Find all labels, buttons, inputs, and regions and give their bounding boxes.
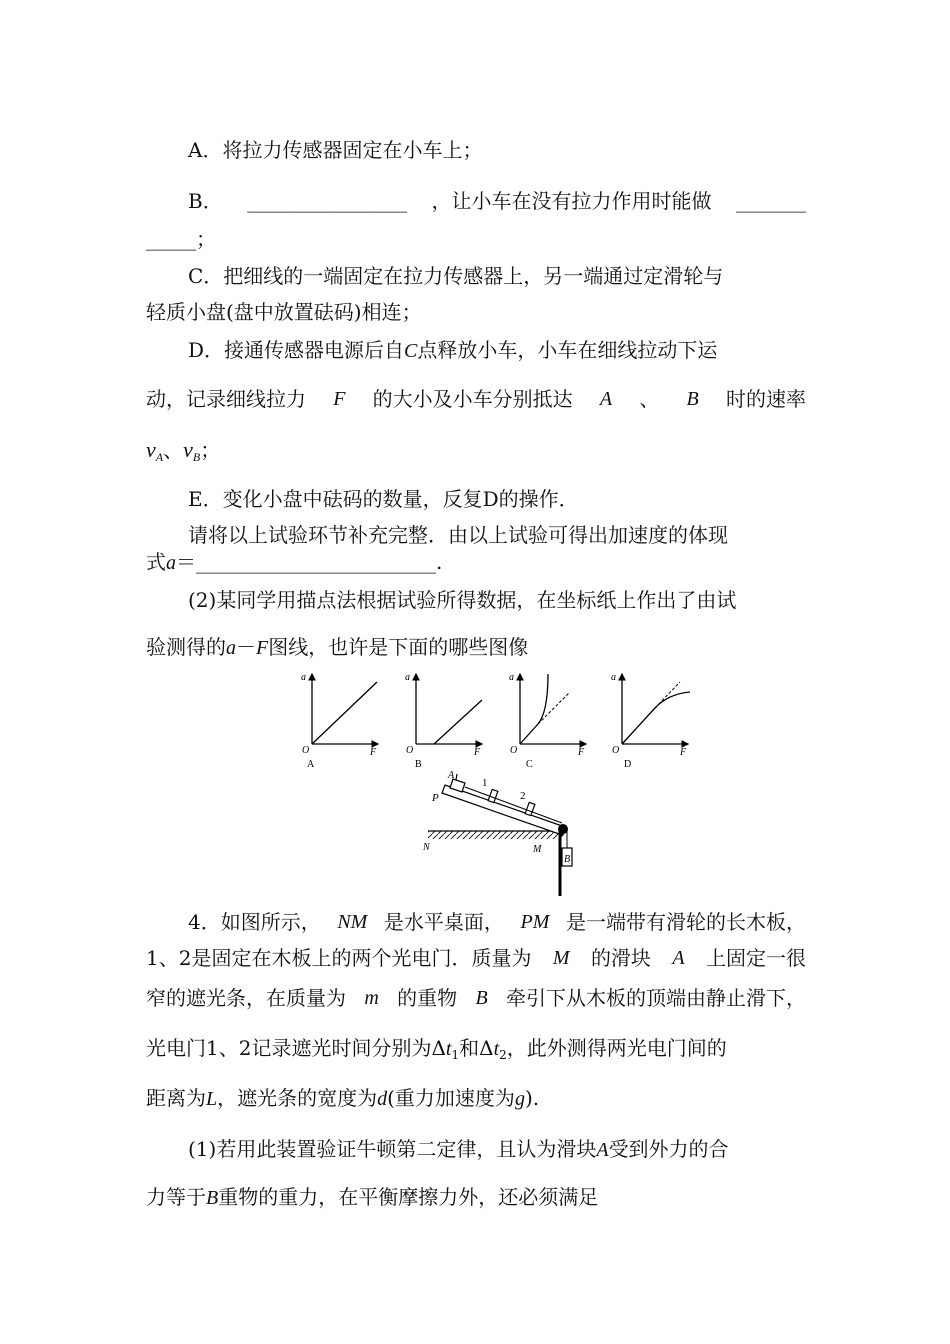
label-b: B bbox=[564, 854, 571, 865]
svg-text:F: F bbox=[578, 747, 585, 758]
label-gate-1: 1 bbox=[482, 777, 488, 789]
step-c-line2: 轻质小盘(盘中放置砝码)相连； bbox=[146, 300, 422, 324]
graph-b bbox=[405, 672, 482, 770]
blank-b2: _______ bbox=[735, 189, 806, 213]
p4-line1: 4．如图所示， NM 是水平桌面， PM 是一端带有滑轮的长木板， bbox=[188, 910, 806, 934]
graph-a-label: A bbox=[307, 759, 315, 770]
blank-b3: _____ bbox=[146, 227, 196, 251]
graph-b-line bbox=[434, 700, 482, 744]
p4-line5: 距离为L，遮光条的宽度为d(重力加速度为g). bbox=[146, 1086, 540, 1110]
point-c: C bbox=[404, 340, 418, 362]
step-b-line2: _____； bbox=[146, 227, 216, 251]
step-d-line1: D．接通传感器电源后自C点释放小车，小车在细线拉动下运 bbox=[188, 338, 718, 362]
step-b-line1 bbox=[188, 188, 806, 214]
graph-c-label: C bbox=[526, 759, 533, 770]
graph-d-curve bbox=[622, 692, 690, 744]
graph-d bbox=[611, 672, 690, 770]
svg-text:O: O bbox=[612, 745, 620, 756]
step-a: A．将拉力传感器固定在小车上； bbox=[188, 138, 483, 162]
blank-b1: ________________ bbox=[247, 189, 408, 213]
label-m: M bbox=[533, 844, 542, 855]
label-p: P bbox=[432, 792, 439, 804]
label-a: A bbox=[448, 770, 455, 781]
p4-line3: 窄的遮光条，在质量为 m 的重物 B 牵引下从木板的顶端由静止滑下， bbox=[146, 986, 806, 1010]
graph-d-label: D bbox=[624, 759, 632, 770]
graph-b-label: B bbox=[415, 759, 422, 770]
af-graphs-figure bbox=[290, 662, 710, 772]
q4-1-line2: 力等于B重物的重力，在平衡摩擦力外，还必须满足 bbox=[146, 1185, 599, 1209]
svg-text:F: F bbox=[680, 747, 687, 758]
svg-text:a: a bbox=[509, 672, 514, 683]
graph-a-axis-x: F bbox=[370, 747, 377, 758]
q1-line2: 式a＝________________________. bbox=[146, 550, 443, 574]
photogate-2 bbox=[525, 802, 535, 815]
q2-line2: 验测得的a－F图线，也许是下面的哪些图像 bbox=[146, 635, 529, 659]
graph-a-line bbox=[312, 682, 377, 744]
apparatus-figure bbox=[420, 768, 590, 898]
graph-a bbox=[301, 672, 378, 770]
step-c-line1: C．把细线的一端固定在拉力传感器上，另一端通过定滑轮与 bbox=[188, 264, 724, 288]
step-d-line3: $v_A$、$v_B$； bbox=[146, 437, 221, 464]
step-e: E．变化小盘中砝码的数量，反复D的操作． bbox=[188, 487, 579, 511]
q4-1-line1: (1)若用此装置验证牛顿第二定律，且认为滑块A受到外力的合 bbox=[188, 1137, 729, 1161]
table-hatch bbox=[428, 831, 564, 839]
svg-text:F: F bbox=[474, 747, 481, 758]
graph-a-axis-y: a bbox=[301, 672, 306, 683]
p4-line2: 1、2是固定在木板上的两个光电门．质量为 M 的滑块 A 上固定一很 bbox=[146, 946, 806, 970]
graph-a-origin: O bbox=[302, 745, 310, 756]
step-b-text: ，让小车在没有拉力作用时能做 bbox=[431, 189, 712, 213]
p4-line4: 光电门1、2记录遮光时间分别为$\Delta t_1$和$\Delta t_2$，此外测得两光电门间的 bbox=[146, 1036, 727, 1062]
svg-text:O: O bbox=[406, 745, 414, 756]
graph-c bbox=[509, 672, 586, 770]
graph-c-curve bbox=[520, 674, 548, 744]
step-b-label: B． bbox=[188, 189, 223, 213]
inclined-board bbox=[442, 785, 565, 835]
step-d-line2: 动，记录细线拉力 F 的大小及小车分别抵达 A 、 B 时的速率 bbox=[146, 387, 806, 411]
svg-text:a: a bbox=[405, 672, 410, 683]
answer-blank: ________________________ bbox=[196, 550, 436, 574]
q1-line1: 请将以上试验环节补充完整．由以上试验可得出加速度的体现 bbox=[188, 523, 728, 547]
label-gate-2: 2 bbox=[520, 790, 526, 802]
q2-line1: (2)某同学用描点法根据试验所得数据，在坐标纸上作出了由试 bbox=[188, 588, 737, 612]
svg-text:a: a bbox=[611, 672, 616, 683]
svg-text:O: O bbox=[510, 745, 518, 756]
label-n: N bbox=[423, 842, 430, 853]
